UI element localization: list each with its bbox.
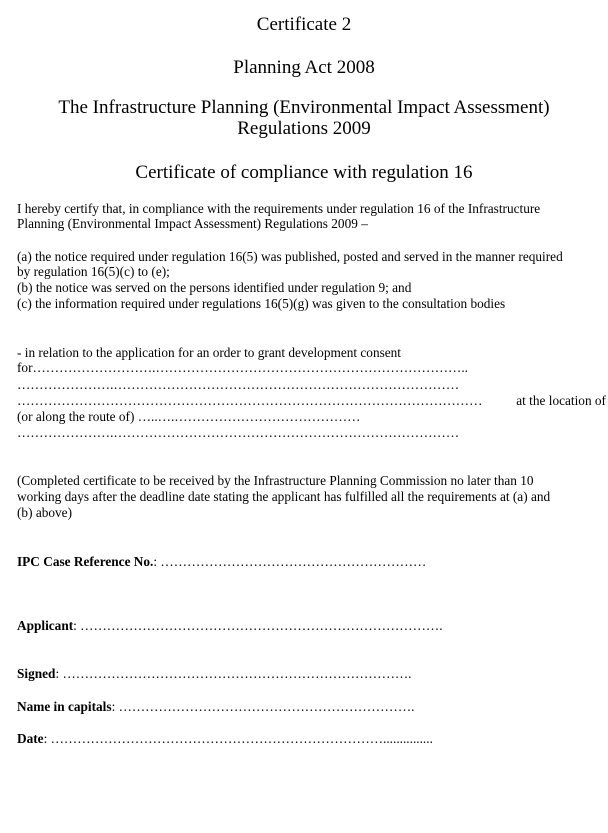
relation-line-4-suffix: at the location of bbox=[516, 393, 606, 408]
signed-label: Signed bbox=[17, 666, 56, 681]
ipc-reference-blank: : …………………………………………………… bbox=[153, 554, 427, 569]
note-line-1: (Completed certificate to be received by the Infrastructure Planning Commission no later than 10 bbox=[17, 473, 534, 488]
act-heading: Planning Act 2008 bbox=[233, 57, 375, 78]
item-a-line-2: by regulation 16(5)(c) to (e); bbox=[17, 264, 170, 279]
item-a-line-1: (a) the notice required under regulation 16(5) was published, posted and served in the manner required bbox=[17, 249, 563, 264]
name-in-capitals-field bbox=[17, 699, 414, 714]
regulations-heading-line2: Regulations 2009 bbox=[237, 118, 371, 139]
relation-line-3: ………………….…………………………………………………………………… bbox=[17, 377, 460, 392]
applicant-blank: : ………………………………………………………………………. bbox=[73, 618, 443, 633]
item-b: (b) the notice was served on the persons identified under regulation 9; and bbox=[17, 280, 412, 295]
item-c: (c) the information required under regulations 16(5)(g) was given to the consultation bodies bbox=[17, 296, 506, 311]
date-field bbox=[17, 731, 433, 746]
date-blank: : …………………………………………………………………............... bbox=[43, 731, 433, 746]
relation-line-5: (or along the route of) …..….…………………………………… bbox=[17, 409, 361, 424]
relation-line-2: for……………………….…………………………………………………………….. bbox=[17, 360, 468, 375]
note-line-2: working days after the deadline date stating the applicant has fulfilled all the requirements at (a) and bbox=[17, 489, 551, 504]
ipc-reference-label: IPC Case Reference No. bbox=[17, 554, 154, 569]
certificate-number-heading: Certificate 2 bbox=[256, 14, 352, 35]
compliance-heading: Certificate of compliance with regulation 16 bbox=[135, 162, 473, 183]
relation-line-4: …………………………………………………………………………………………… bbox=[17, 393, 483, 408]
intro-line-1: I hereby certify that, in compliance with the requirements under regulation 16 of the Infrastructure bbox=[17, 201, 541, 216]
name-in-capitals-blank: : …………………………………………………………. bbox=[111, 699, 415, 714]
regulations-heading-line1: The Infrastructure Planning (Environmental Impact Assessment) bbox=[58, 97, 550, 118]
name-in-capitals-label: Name in capitals bbox=[17, 699, 112, 714]
signed-field bbox=[17, 666, 412, 681]
note-line-3: (b) above) bbox=[17, 505, 73, 520]
applicant-field bbox=[17, 618, 443, 633]
date-label: Date bbox=[17, 731, 44, 746]
intro-line-2: Planning (Environmental Impact Assessment) Regulations 2009 – bbox=[17, 216, 368, 231]
ipc-reference-field bbox=[17, 554, 426, 569]
applicant-label: Applicant bbox=[17, 618, 74, 633]
relation-line-6: ………………….…………………………………………………………………… bbox=[17, 425, 460, 440]
signed-blank: : ……………………………………………………………………. bbox=[55, 666, 412, 681]
relation-line-1: - in relation to the application for an order to grant development consent bbox=[17, 345, 402, 360]
